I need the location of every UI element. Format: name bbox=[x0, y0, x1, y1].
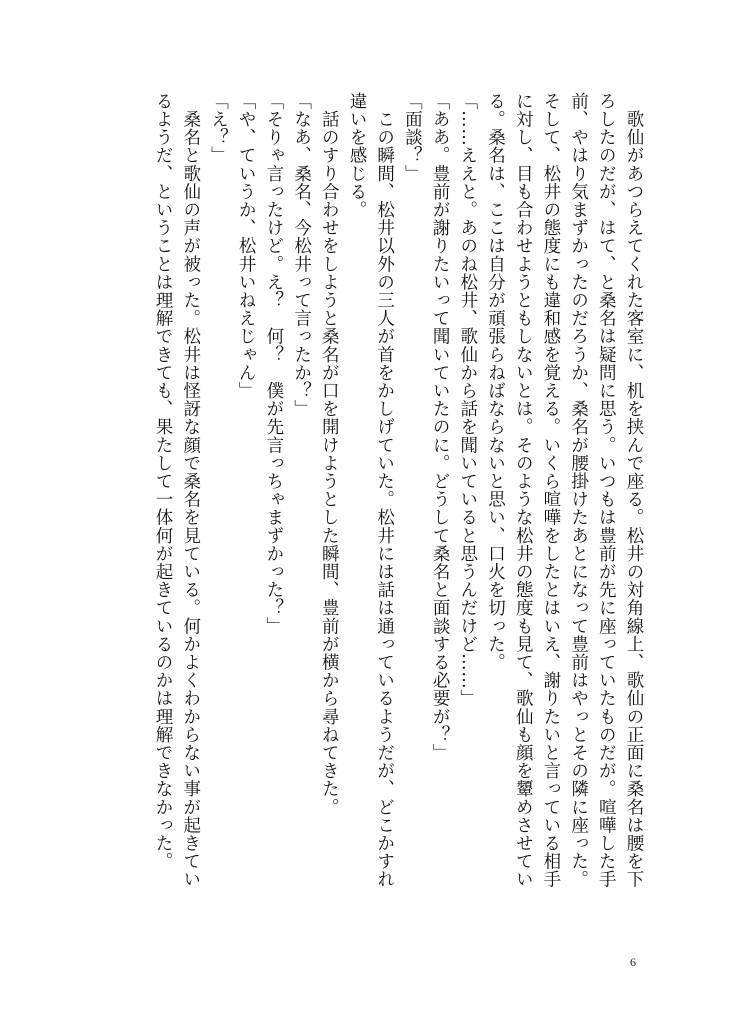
text-line-14: 「そりゃ言ったけど。え？ 何？ 僕が先言っちゃまずかった？」 bbox=[263, 92, 284, 635]
text-line-2: ろしたのだが、はて、と桑名は疑問に思う。いつもは豊前が先に座っていたものだが。喧嘩した手 bbox=[596, 92, 617, 889]
text-line-17: 桑名と歌仙の声が被った。松井は怪訝な顔で桑名を見ている。何かよくわからない事が起きてい bbox=[180, 92, 201, 889]
text-line-6: る。桑名は、ここは自分が頑張らねばならないと思い、口火を切った。 bbox=[485, 92, 506, 672]
text-line-15: 「や、ていうか、松井いねえじゃん」 bbox=[236, 92, 257, 400]
text-line-18: るようだ、ということは理解できても、果たして一体何が起きているのかは理解できなかった。 bbox=[153, 92, 174, 871]
vertical-text-body bbox=[72, 92, 647, 927]
text-line-9: 「面談？」 bbox=[402, 92, 423, 183]
text-line-12: 話のすり合わせをしようと桑名が口を開けようとした瞬間、豊前が横から尋ねてきた。 bbox=[319, 92, 340, 816]
text-line-5: に対し、目も合わせようともしないとは。そのような松井の態度も見て、歌仙も顔を顰めさせてい bbox=[513, 92, 534, 889]
text-line-11: 違いを感じる。 bbox=[346, 92, 367, 219]
text-line-16: 「え？」 bbox=[208, 92, 229, 165]
page-number: 6 bbox=[630, 955, 636, 969]
text-line-4: そして、松井の態度にも違和感を覚える。いくら喧嘩をしたとはいえ、謝りたいと言っている相手 bbox=[540, 92, 561, 889]
text-line-1: 歌仙があつらえてくれた客室に、机を挟んで座る。松井の対角線上、歌仙の正面に桑名は腰を下 bbox=[624, 92, 644, 889]
text-line-8: 「ああ。豊前が謝りたいって聞いていたのに。どうして桑名と面談する必要が？」 bbox=[430, 92, 451, 762]
text-line-3: 前、やはり気まずかったのだろうか、桑名が腰掛けたあとになって豊前はやっとその隣に座った。 bbox=[568, 92, 589, 889]
text-line-13: 「なあ、桑名、今松井って言ったか？」 bbox=[291, 92, 312, 418]
text-line-7: 「……ええと。あのね松井、歌仙から話を聞いていると思うんだけど……」 bbox=[457, 92, 478, 708]
text-line-10: この瞬間、松井以外の三人が首をかしげていた。松井には話は通っているようだが、どこかすれ bbox=[374, 92, 395, 889]
